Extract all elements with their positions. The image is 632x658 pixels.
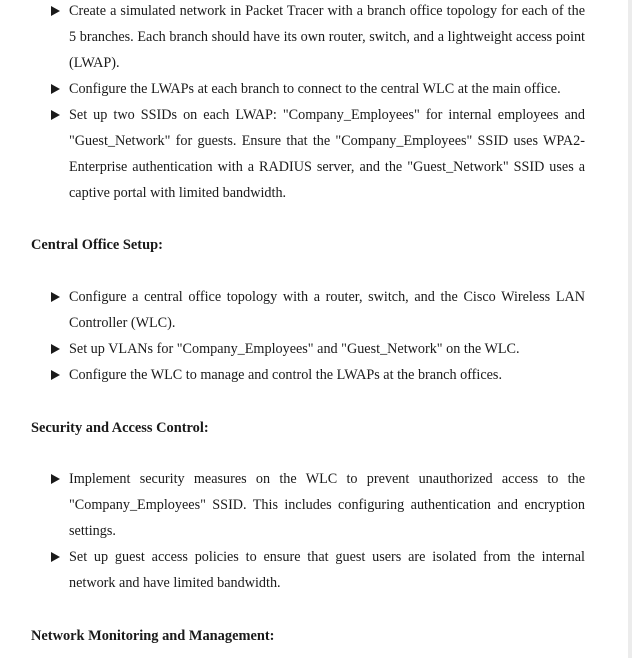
list-item: Configure a central office topology with a router, switch, and the Cisco Wireless LAN Controller (WLC).	[50, 284, 585, 336]
central-office-list	[50, 284, 585, 388]
list-item: Configure the LWAPs at each branch to connect to the central WLC at the main office.	[50, 76, 585, 102]
arrow-bullet-icon	[51, 6, 60, 16]
page-edge-divider	[628, 0, 632, 658]
section-heading-monitoring: Network Monitoring and Management:	[31, 628, 275, 644]
arrow-bullet-icon	[51, 344, 60, 354]
arrow-bullet-icon	[51, 370, 60, 380]
arrow-bullet-icon	[51, 292, 60, 302]
section-heading-security: Security and Access Control:	[31, 420, 209, 436]
list-item: Set up VLANs for "Company_Employees" and "Guest_Network" on the WLC.	[50, 336, 585, 362]
security-list	[50, 466, 585, 596]
arrow-bullet-icon	[51, 552, 60, 562]
branch-setup-list	[50, 0, 585, 206]
arrow-bullet-icon	[51, 84, 60, 94]
arrow-bullet-icon	[51, 474, 60, 484]
list-item: Implement security measures on the WLC to prevent unauthorized access to the "Company_Employees" SSID. This includes configuring authentication and encryption settings.	[50, 466, 585, 544]
list-item: Configure the WLC to manage and control the LWAPs at the branch offices.	[50, 362, 585, 388]
list-item: Create a simulated network in Packet Tracer with a branch office topology for each of the 5 branches. Each branch should have its own router, switch, and a lightweight access point (LWAP).	[50, 0, 585, 76]
list-item: Set up two SSIDs on each LWAP: "Company_Employees" for internal employees and "Guest_Network" for guests. Ensure that the "Company_Employees" SSID uses WPA2-Enterprise authentication with a RADIUS server, and the "Guest_Network" SSID uses a captive portal with limited bandwidth.	[50, 102, 585, 206]
arrow-bullet-icon	[51, 110, 60, 120]
list-item: Set up guest access policies to ensure that guest users are isolated from the internal network and have limited bandwidth.	[50, 544, 585, 596]
section-heading-central-office: Central Office Setup:	[31, 237, 163, 253]
